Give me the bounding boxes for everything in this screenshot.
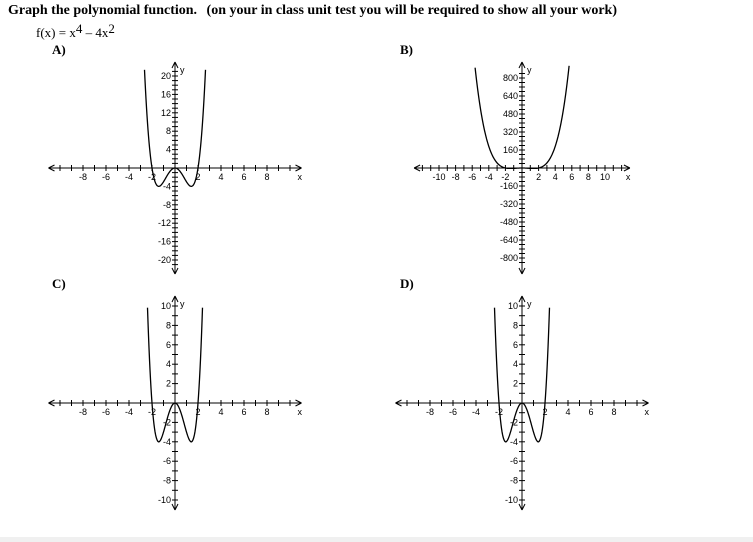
option-a-label[interactable]: A) bbox=[52, 42, 66, 57]
graph-c-y-tick-label: -6 bbox=[162, 456, 171, 467]
graph-c-x-tick-label: 8 bbox=[264, 407, 270, 417]
graph-a-y-tick-label: -4 bbox=[162, 181, 171, 192]
graph-c-x-tick-label: -8 bbox=[78, 407, 88, 417]
graph-c-y-tick-label: 6 bbox=[165, 339, 171, 350]
graph-c-y-tick-label: -4 bbox=[162, 436, 171, 447]
graph-b-y-label: y bbox=[527, 65, 532, 75]
function-middle: – 4x bbox=[82, 25, 109, 40]
graph-c-x-tick-label: 6 bbox=[241, 407, 247, 417]
function-prefix: f(x) = x bbox=[36, 25, 76, 40]
graph-d-y-tick-label: 6 bbox=[512, 339, 518, 350]
graph-d-x-tick-label: 6 bbox=[588, 407, 594, 417]
graph-c-y-label: y bbox=[180, 299, 185, 309]
graph-a-y-tick-label: 4 bbox=[165, 144, 171, 155]
graph-d-y-tick-label: -8 bbox=[509, 475, 518, 486]
graph-a-x-tick-label: 4 bbox=[218, 172, 224, 182]
graph-d-x-tick-label: 2 bbox=[542, 407, 548, 417]
graph-b-y-tick-label: -800 bbox=[499, 253, 518, 263]
graph-b-x-tick-label: 2 bbox=[536, 172, 542, 182]
graph-d-y-tick-label: -4 bbox=[509, 436, 518, 447]
graph-c-y-tick-label: -10 bbox=[157, 495, 171, 505]
graph-a-x-tick-label: 8 bbox=[264, 172, 270, 182]
graph-b-x-tick-label: 10 bbox=[599, 172, 611, 182]
graph-b-y-tick-label: -640 bbox=[499, 235, 518, 245]
graph-d-x-tick-label: -4 bbox=[471, 407, 481, 417]
graph-d-y-tick-label: 4 bbox=[512, 359, 518, 370]
graph-a-y-tick-label: 16 bbox=[160, 89, 171, 100]
graph-b-y-tick-label: -320 bbox=[499, 199, 518, 209]
graph-d-x-label: x bbox=[644, 407, 649, 417]
graph-a-x-tick-label: 2 bbox=[195, 172, 201, 182]
graph-b-y-tick-label: -160 bbox=[499, 181, 518, 191]
graph-c-x-label: x bbox=[297, 407, 302, 417]
function-exponent-4: 4 bbox=[75, 21, 83, 36]
graph-b-x-tick-label: 4 bbox=[552, 172, 558, 182]
function-exponent-2: 2 bbox=[108, 21, 115, 36]
graph-b-x-label: x bbox=[625, 172, 631, 182]
graph-c-y-tick-label: -2 bbox=[162, 417, 171, 428]
graph-c-y-tick-label: 2 bbox=[165, 378, 171, 389]
graph-b-y-tick-label: 320 bbox=[502, 127, 518, 137]
graph-c-y-tick-label: 10 bbox=[160, 301, 171, 311]
graph-c-y-tick-label: 8 bbox=[165, 320, 171, 331]
option-c-label[interactable]: C) bbox=[52, 276, 66, 291]
graph-d-x-tick-label: 8 bbox=[611, 407, 617, 417]
graph-c-y-tick-label: -8 bbox=[162, 475, 171, 486]
graph-a-y-tick-label: -20 bbox=[157, 255, 171, 265]
graph-d-y-tick-label: -10 bbox=[504, 495, 518, 505]
graph-d-x-tick-label: -2 bbox=[494, 407, 504, 417]
graph-c-x-tick-label: -2 bbox=[147, 407, 157, 417]
graph-a-x-tick-label: -2 bbox=[147, 172, 157, 182]
graph-b-y-tick-label: 480 bbox=[502, 109, 518, 119]
graph-d-x-tick-label: 4 bbox=[565, 407, 571, 417]
graph-d-y-tick-label: 8 bbox=[512, 320, 518, 331]
graph-c-y-tick-label: 4 bbox=[165, 359, 171, 370]
graph-b-y-tick-label: 160 bbox=[502, 145, 518, 155]
header-title: Graph the polynomial function. bbox=[8, 3, 198, 18]
graph-b-y-tick-label: 640 bbox=[502, 91, 518, 101]
graph-c-x-tick-label: 2 bbox=[195, 407, 201, 417]
graph-a-x-tick-label: -6 bbox=[101, 172, 111, 182]
graph-b-y-tick-label: 800 bbox=[502, 73, 518, 83]
graph-d-x-tick-label: -6 bbox=[448, 407, 458, 417]
graph-d-y-tick-label: -2 bbox=[509, 417, 518, 428]
graph-d-y-tick-label: 10 bbox=[507, 301, 518, 311]
graph-a-y-label: y bbox=[180, 65, 185, 75]
option-b-label[interactable]: B) bbox=[400, 42, 413, 57]
graph-d-y-label: y bbox=[527, 299, 532, 309]
header-note: (on your in class unit test you will be required to show all your work) bbox=[206, 3, 617, 18]
graph-a-y-tick-label: -8 bbox=[162, 199, 171, 210]
graph-a-x-tick-label: -8 bbox=[78, 172, 88, 182]
bottom-scroll-bar bbox=[0, 537, 753, 542]
graph-b-x-tick-label: -6 bbox=[468, 172, 477, 182]
graph-b-y-tick-label: -480 bbox=[499, 217, 518, 227]
graph-b-x-tick-label: -2 bbox=[501, 172, 510, 182]
graph-b-x-tick-label: 6 bbox=[569, 172, 575, 182]
graph-a-x-label: x bbox=[297, 172, 302, 182]
graph-b-x-tick-label: -10 bbox=[432, 172, 446, 182]
option-d-label[interactable]: D) bbox=[400, 276, 414, 291]
graph-c-x-tick-label: -6 bbox=[101, 407, 111, 417]
graph-b-x-tick-label: -8 bbox=[451, 172, 460, 182]
graph-d-y-tick-label: -6 bbox=[509, 456, 518, 467]
graph-b-x-tick-label: 8 bbox=[585, 172, 591, 182]
graph-d-x-tick-label: -8 bbox=[425, 407, 435, 417]
graph-a-y-tick-label: -12 bbox=[157, 218, 171, 229]
graph-a-y-tick-label: 8 bbox=[165, 126, 171, 137]
graph-a-y-tick-label: 12 bbox=[160, 107, 171, 118]
graph-d-y-tick-label: 2 bbox=[512, 378, 518, 389]
graph-a-y-tick-label: 20 bbox=[160, 71, 171, 81]
graph-a-x-tick-label: 6 bbox=[241, 172, 247, 182]
graph-a-y-tick-label: -16 bbox=[157, 236, 171, 247]
graph-c-x-tick-label: 4 bbox=[218, 407, 224, 417]
graph-b-x-tick-label: -4 bbox=[484, 172, 493, 182]
graph-c-x-tick-label: -4 bbox=[124, 407, 134, 417]
graph-a-x-tick-label: -4 bbox=[124, 172, 134, 182]
